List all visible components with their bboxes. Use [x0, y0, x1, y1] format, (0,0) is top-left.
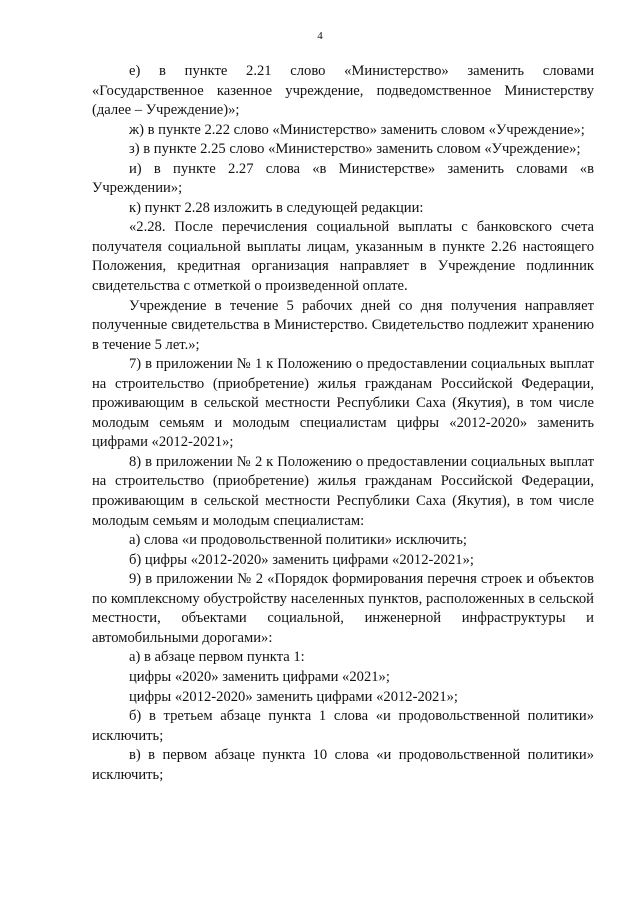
page-number: 4: [317, 30, 323, 42]
document-body: [92, 62, 594, 785]
paragraph-e: е) в пункте 2.21 слово «Министерство» заменить словами «Государственное казенное учреждение, подведомственное Министерству (далее – Учреждение)»;: [92, 63, 594, 119]
paragraph-9b: б) в третьем абзаце пункта 1 слова «и продовольственной политики» исключить;: [92, 708, 594, 744]
paragraph-k: к) пункт 2.28 изложить в следующей редакции:: [129, 199, 424, 216]
paragraph-8: 8) в приложении № 2 к Положению о предоставлении социальных выплат на строительство (приобретение) жилья гражданам Российской Федерации, проживающим в сельской местности Республики Саха (Якутия), в том числе молодым семьям и молодым специалистам:: [92, 453, 594, 529]
paragraph-z: з) в пункте 2.25 слово «Министерство» заменить словом «Учреждение»;: [129, 141, 581, 158]
paragraph-9a-2: цифры «2012-2020» заменить цифрами «2012-2021»;: [129, 688, 458, 705]
paragraph-7: 7) в приложении № 1 к Положению о предоставлении социальных выплат на строительство (приобретение) жилья гражданам Российской Федерации, проживающим в сельской местности Республики Саха (Якутия), в том числе молодым семьям и молодым специалистам цифры «2012-2020» заменить цифрами «2012-2021»;: [92, 356, 594, 451]
paragraph-zh: ж) в пункте 2.22 слово «Министерство» заменить словом «Учреждение»;: [129, 121, 585, 138]
paragraph-institution: Учреждение в течение 5 рабочих дней со дня получения направляет полученные свидетельства в Министерство. Свидетельство подлежит хранению в течение 5 лет.»;: [92, 297, 594, 353]
paragraph-8a: а) слова «и продовольственной политики» исключить;: [129, 532, 467, 549]
paragraph-8b: б) цифры «2012-2020» заменить цифрами «2012-2021»;: [129, 551, 474, 568]
paragraph-9: 9) в приложении № 2 «Порядок формирования перечня строек и объектов по комплексному обустройству населенных пунктов, расположенных в сельской местности, объектами социальной, инженерной инфраструктуры и автомобильными дорогами»:: [92, 571, 594, 646]
paragraph-2-28: «2.28. После перечисления социальной выплаты с банковского счета получателя социальной выплаты лицам, указанным в пункте 2.26 настоящего Положения, кредитная организация направляет в Учреждение подлинник свидетельства с отметкой о произведенной оплате.: [92, 219, 594, 295]
paragraph-9a: а) в абзаце первом пункта 1:: [129, 649, 305, 666]
paragraph-9a-1: цифры «2020» заменить цифрами «2021»;: [129, 668, 390, 685]
paragraph-9v: в) в первом абзаце пункта 10 слова «и продовольственной политики» исключить;: [92, 747, 594, 783]
paragraph-i: и) в пункте 2.27 слова «в Министерстве» заменить словами «в Учреждении»;: [92, 160, 594, 197]
